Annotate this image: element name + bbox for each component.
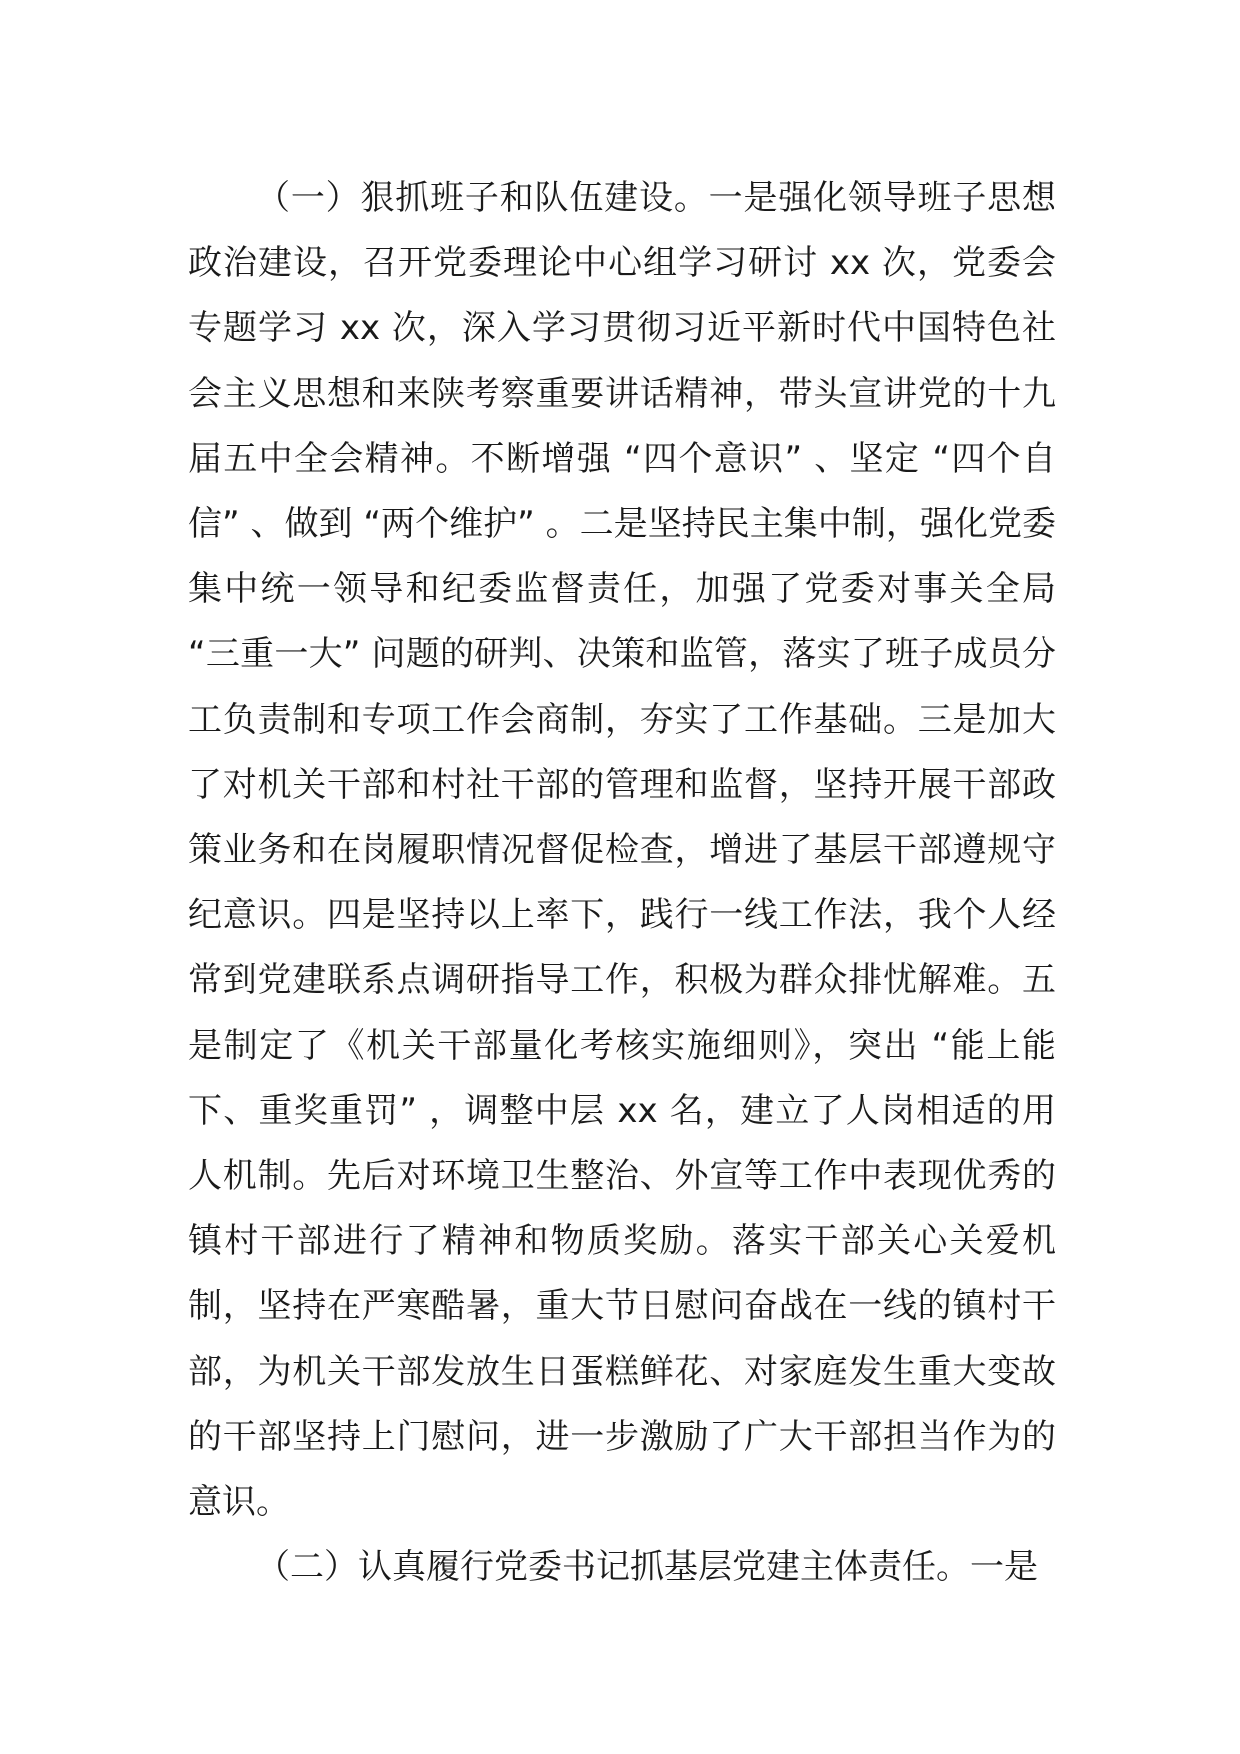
document-body [188,166,1056,1600]
paragraph-team-building: （一）狠抓班子和队伍建设。一是强化领导班子思想政治建设，召开党委理论中心组学习研讨 xx 次，党委会专题学习 xx 次，深入学习贯彻习近平新时代中国特色社会主义思想和来陕考察重要讲话精神，带头宣讲党的十九届五中全会精神。不断增强 “四个意识” 、坚定 “四个自信” 、做到 “两个维护” 。二是坚持民主集中制，强化党委集中统一领导和纪委监督责任，加强了党委对事关全局 “三重一大” 问题的研判、决策和监管，落实了班子成员分工负责制和专项工作会商制，夯实了工作基础。三是加大了对机关干部和村社干部的管理和监督，坚持开展干部政策业务和在岗履职情况督促检查，增进了基层干部遵规守纪意识。四是坚持以上率下，践行一线工作法，我个人经常到党建联系点调研指导工作，积极为群众排忧解难。五是制定了《机关干部量化考核实施细则》，突出 “能上能下、重奖重罚” ，调整中层 xx 名，建立了人岗相适的用人机制。先后对环境卫生整治、外宣等工作中表现优秀的镇村干部进行了精神和物质奖励。落实干部关心关爱机制，坚持在严寒酷暑，重大节日慰问奋战在一线的镇村干部，为机关干部发放生日蛋糕鲜花、对家庭发生重大变故的干部坚持上门慰问，进一步激励了广大干部担当作为的意识。 [188,178,1056,1523]
paragraph-party-secretary-responsibility: （二）认真履行党委书记抓基层党建主体责任。一是 [256,1547,1038,1588]
